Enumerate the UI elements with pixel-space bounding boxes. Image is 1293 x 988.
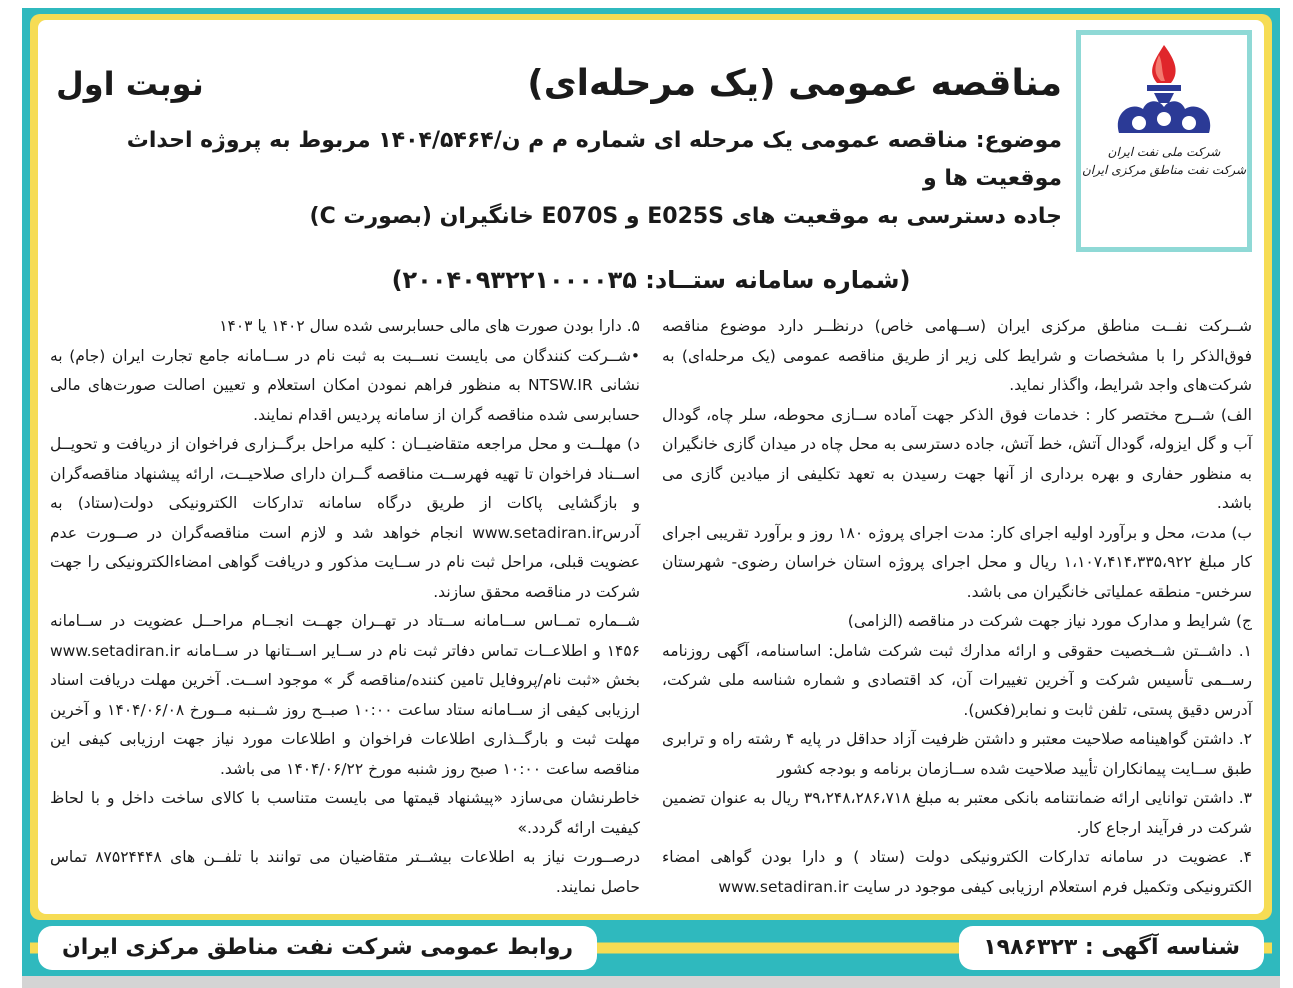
header-text xyxy=(50,30,1062,236)
paragraph: ج) شرایط و مدارک مورد نیاز جهت شرکت در مناقصه (الزامی) xyxy=(847,612,1252,630)
setad-number: (شماره سامانه ستــاد: ۲۰۰۴۰۹۳۲۲۱۰۰۰۰۳۵) xyxy=(391,266,911,294)
paragraph: •شــرکت کنندگان می بایست نســبت به ثبت نام در ســامانه جامع تجارت ایران (جام) به نشانی NTSW.IR به منظور فراهم نمودن امکان استعلام و تعیین اصالت صورت‌های مالی حسابرسی شده مناقصه گران از سامانه پردیس اقدام نمایند. xyxy=(50,346,640,424)
paragraph: ۱. داشــتن شــخصیت حقوقی و ارائه مدارك ثبت شرکت شامل: اساسنامه، آگهی روزنامه رســمی تأسیس شرکت و آخرین تغییرات آن، کد اقتصادی و شماره شناسه ملی شرکت، آدرس دقیق پستی، تلفن ثابت و نمابر(فکس). xyxy=(662,641,1252,719)
subject-line-2: جاده دسترسی به موقعیت های E025S و E070S خانگیران (بصورت C) xyxy=(309,204,1062,229)
logo-caption-1: شرکت ملی نفت ایران xyxy=(1107,145,1221,159)
logo-caption-2: شرکت نفت مناطق مرکزی ایران xyxy=(1081,163,1247,177)
nioc-emblem-icon xyxy=(1109,43,1219,143)
paragraph: درصــورت نیاز به اطلاعات بیشــتر متقاضیان می توانند با تلفــن های ۸۷۵۲۴۴۴۸ تماس حاصل نمایند. xyxy=(50,848,640,896)
paragraph: ۳. داشتن توانایی ارائه ضمانتنامه بانکی معتبر به مبلغ ۳۹،۲۴۸،۲۸۶،۷۱۸ ریال به عنوان تضمین شرکت در فرآیند ارجاع کار. xyxy=(662,789,1252,837)
footer-shadow xyxy=(22,976,1280,988)
outer-frame xyxy=(22,8,1280,976)
paragraph: ۵. دارا بودن صورت های مالی حسابرسی شده سال ۱۴۰۲ یا ۱۴۰۳ xyxy=(219,317,640,335)
paragraph: الف) شــرح مختصر کار : خدمات فوق الذکر جهت آماده ســازی محوطه، سلر چاه، گودال آب و گل ایزوله، گودال آتش، خط آتش، جاده دسترسی به محل چاه در میدان گازی خانگیران به منظور حفاری و بهره برداری از آنها جهت رسیدن به تعهد تکلیفی از میادین گازی می باشد. xyxy=(662,405,1252,512)
paragraph: ۲. داشتن گواهینامه صلاحیت معتبر و داشتن ظرفیت آزاد حداقل در پایه ۴ رشته راه و ترابری طبق ســایت پیمانکاران تأیید صلاحیت شده ســازمان برنامه و بودجه کشور xyxy=(662,730,1252,778)
paragraph: شــرکت نفــت مناطق مرکزی ایران (ســهامی خاص) درنظــر دارد موضوع مناقصه فوق‌الذکر را با مشخصات و شرایط کلی زیر از طریق مناقصه عمومی (یک مرحله‌ای) به شرکت‌های واجد شرایط، واگذار نماید. xyxy=(662,317,1252,394)
paragraph: شــماره تمــاس ســامانه ســتاد در تهــران جهــت انجــام مراحــل عضویت در ســامانه ۱۴۵۶ و اطلاعــات تماس دفاتر ثبت نام در ســایر اســتانها در ســامانه www.setadiran.ir بخش «ثبت نام/پروفایل تامین کننده/مناقصه گر » موجود اســت. آخرین مهلت دریافت اسناد ارزیابی کیفی از ســامانه ستاد ساعت ۱۰:۰۰ صبــح روز شــنبه مــورخ ۱۴۰۴/۰۶/۰۸ و آخرین مهلت ثبت و بارگــذاری اطلاعات فراخوان و اطلاعات مورد نیاز جهت ارزیابی کیفی این مناقصه ساعت ۱۰:۰۰ صبح روز شنبه مورخ ۱۴۰۴/۰۶/۲۲ می باشد. xyxy=(50,612,640,778)
body-columns xyxy=(50,312,1252,902)
yellow-border xyxy=(30,14,1272,920)
title-row xyxy=(50,60,1062,108)
subject xyxy=(50,122,1062,236)
publisher-label: روابط عمومی شرکت نفت مناطق مرکزی ایران xyxy=(38,926,597,970)
notice-body xyxy=(38,20,1264,914)
paragraph: د) مهلــت و محل مراجعه متقاضیــان : کلیه مراحل برگــزاری فراخوان از دریافت و تحویــل اســناد فراخوان تا تهیه فهرســت مناقصه گــران دارای صلاحیــت، ارائه پیشنهاد مناقصه‌گران و بازگشایی پاکات از طریق درگاه سامانه تدارکات الکترونیکی دولت(ستاد) به آدرسwww.setadiran.ir انجام خواهد شد و لازم است مناقصه‌گران در صــورت عدم عضویت قبلی، مراحل ثبت نام در ســایت مذکور و دریافت گواهی امضاءالکترونیکی را جهت شرکت در مناقصه محقق سازند. xyxy=(50,435,640,601)
paragraph: ۴. عضویت در سامانه تدارکات الکترونیکی دولت (ستاد ) و دارا بودن گواهی امضاء الکترونیکی وتکمیل فرم استعلام ارزیابی کیفی موجود در سایت www.setadiran.ir xyxy=(662,848,1252,896)
paragraph: خاطرنشان می‌سازد «پیشنهاد قیمتها می بایست متناسب با کالای ساخت داخل و با لحاظ کیفیت ارائه گردد.» xyxy=(50,789,640,837)
ad-id-label: شناسه آگهی : ۱۹۸۶۳۲۳ xyxy=(959,926,1264,970)
header-area xyxy=(50,30,1252,252)
footer-bar xyxy=(30,920,1272,976)
round-label: نوبت اول xyxy=(56,65,204,103)
page-title: مناقصه عمومی (یک مرحله‌ای) xyxy=(527,63,1062,104)
right-column xyxy=(662,312,1252,902)
subject-line-1: موضوع: مناقصه عمومی یک مرحله ای شماره م م ن/۱۴۰۴/۵۴۶۴ مربوط به پروژه احداث موقعیت ها و xyxy=(126,128,1062,191)
company-logo xyxy=(1076,30,1252,252)
left-column xyxy=(50,312,640,902)
paragraph: ب) مدت، محل و برآورد اولیه اجرای کار: مدت اجرای پروژه ۱۸۰ روز و برآورد تقریبی اجرای کار مبلغ ۱،۱۰۷،۴۱۴،۳۳۵،۹۲۲ ریال و محل اجرای پروژه استان خراسان رضوی- شهرستان سرخس- منطقه عملیاتی خانگیران می باشد. xyxy=(662,523,1252,601)
